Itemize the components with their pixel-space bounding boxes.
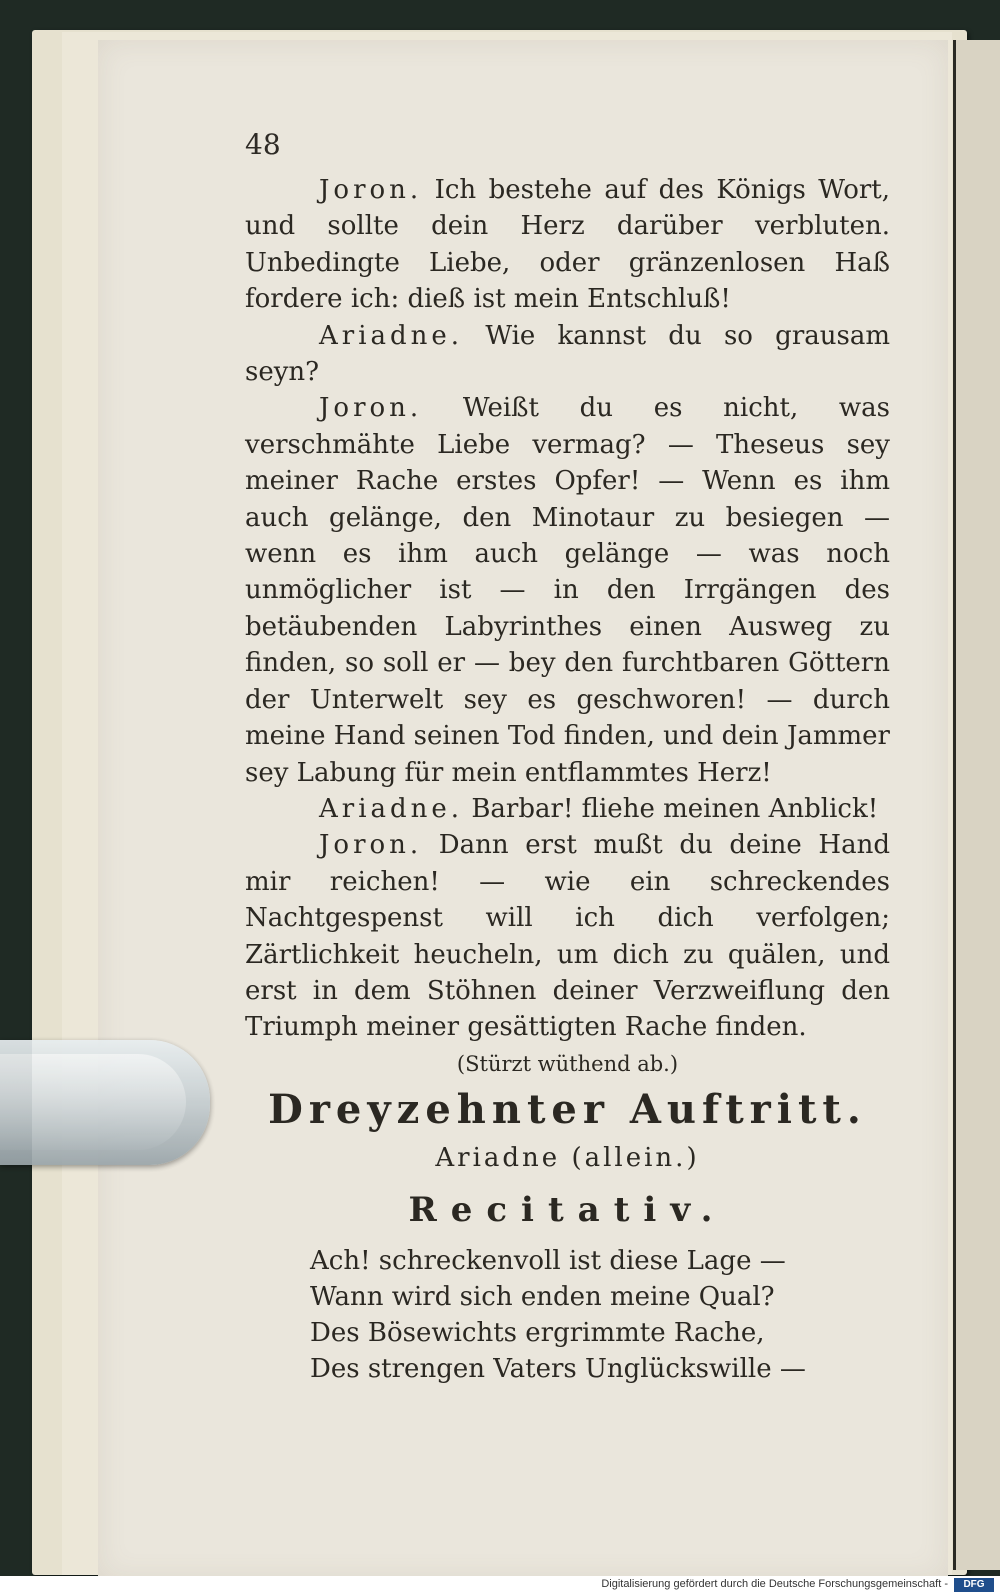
scene-title: Dreyzehnter Auftritt. [268, 1086, 867, 1134]
dialogue-text: Dann erst mußt du deine Hand mir reichen! — wie ein schreckendes Nachtgespenst will ich dich verfolgen; Zärtlichkeit heucheln, um dich zu quälen, und erst in dem Stöhnen deiner Verzweiflung den Triumph meiner gesättigten Rache finden. [245, 830, 890, 1043]
dfg-logo: DFG [954, 1578, 994, 1592]
verse-line: Des strengen Vaters Unglückswille — [310, 1353, 806, 1384]
paragraph-3 [245, 390, 890, 790]
page-clip [0, 1040, 210, 1165]
speaker-name: Joron. [319, 830, 423, 861]
paragraph-4 [245, 791, 890, 827]
paragraph-1 [245, 172, 890, 318]
verse-line: Des Bösewichts ergrimmte Rache, [310, 1317, 765, 1348]
speaker-name: Joron. [319, 393, 423, 424]
dialogue-text: Ich bestehe auf des Königs Wort, und sollte dein Herz darüber verbluten. Unbedingte Liebe, oder gränzenlosen Haß fordere ich: dieß ist mein Entschluß! [245, 175, 890, 315]
verse-line: Ach! schreckenvoll ist diese Lage — [310, 1245, 786, 1276]
scene-subtitle: Ariadne (allein.) [435, 1143, 700, 1174]
speaker-name: Ariadne. [319, 320, 464, 351]
paragraph-2 [245, 318, 890, 391]
page-number: 48 [245, 128, 281, 161]
recitativ-heading: Recitativ. [408, 1189, 727, 1230]
page-text [245, 172, 890, 1387]
verse-line: Wann wird sich enden meine Qual? [310, 1281, 775, 1312]
dialogue-text: Wie kannst du so grausam seyn? [245, 320, 891, 388]
speaker-name: Ariadne. [319, 793, 464, 824]
dialogue-text: Weißt du es nicht, was verschmähte Liebe vermag? — Theseus sey meiner Rache erstes Opfer! — Wenn es ihm auch gelänge, den Minotaur zu besiegen — wenn es ihm auch gelänge — was noch unmöglicher ist — in den Irrgängen des betäubenden Labyrinthes einen Ausweg zu finden, so soll er — bey den furchtbaren Göttern der Unterwelt sey es geschworen! — durch meine Hand seinen Tod finden, und dein Jammer sey Labung für mein entflammtes Herz! [245, 393, 890, 788]
footer-credit: Digitalisierung gefördert durch die Deutsche Forschungsgemeinschaft - [601, 1578, 948, 1590]
dialogue-text: Barbar! fliehe meinen Anblick! [471, 793, 879, 824]
clip-highlight [0, 1054, 186, 1150]
stage-direction: (Stürzt wüthend ab.) [456, 1051, 679, 1076]
paragraph-5 [245, 827, 890, 1045]
next-page-edge [953, 40, 1000, 1570]
verse-block [245, 1243, 890, 1387]
speaker-name: Joron. [319, 175, 423, 205]
